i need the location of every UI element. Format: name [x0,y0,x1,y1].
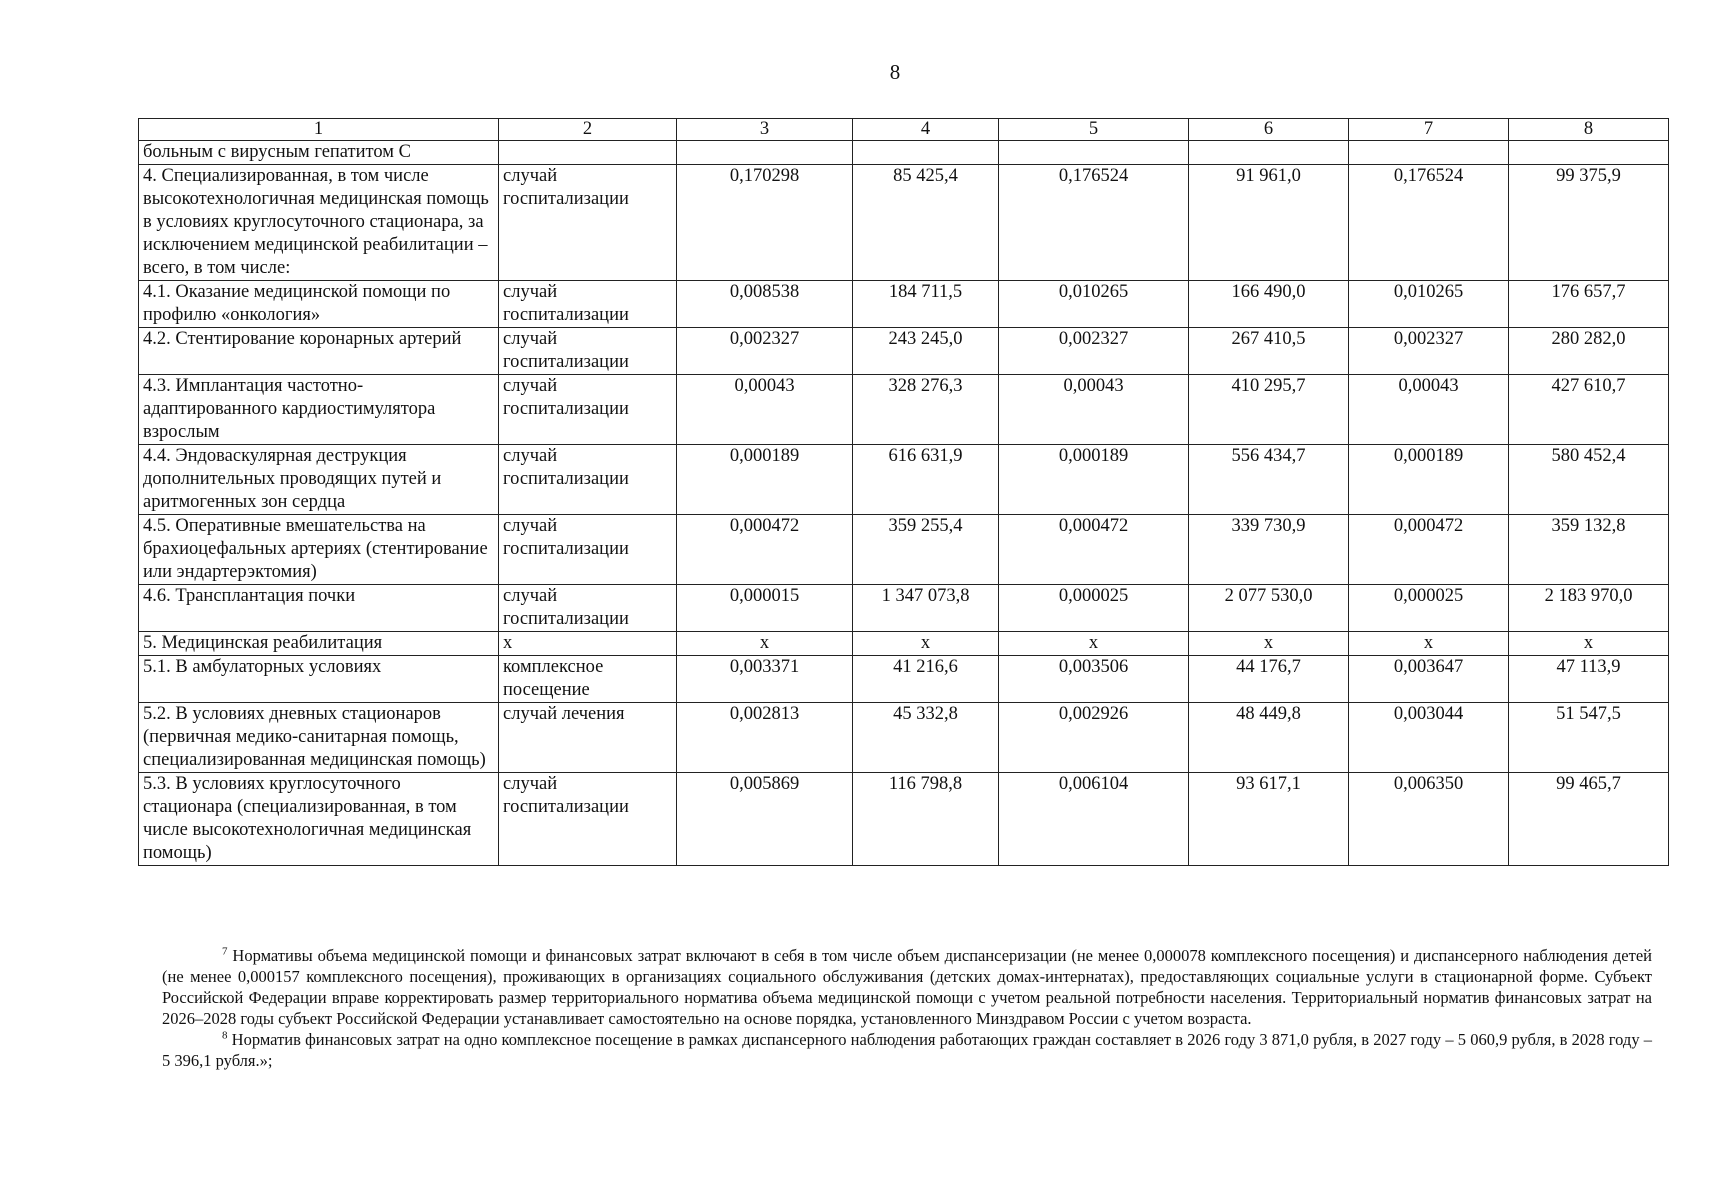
header-cell: 8 [1509,119,1669,141]
value-cell: 0,000015 [677,585,853,632]
value-cell: 0,002813 [677,703,853,773]
row-name-cell: 4.3. Имплантация частотно-адаптированного кардиостимулятора взрослым [139,375,499,445]
value-cell: 0,000472 [677,515,853,585]
value-cell: 48 449,8 [1189,703,1349,773]
row-name-cell: 5. Медицинская реабилитация [139,632,499,656]
value-cell: 556 434,7 [1189,445,1349,515]
value-cell: 116 798,8 [853,773,999,866]
header-cell: 5 [999,119,1189,141]
value-cell: х [853,632,999,656]
value-cell: х [677,632,853,656]
table-row [139,703,1669,773]
table-row [139,281,1669,328]
value-cell: х [999,632,1189,656]
value-cell: 0,010265 [999,281,1189,328]
value-cell: 0,002327 [1349,328,1509,375]
table-row [139,328,1669,375]
value-cell [1189,141,1349,165]
value-cell: 0,005869 [677,773,853,866]
value-cell: 359 255,4 [853,515,999,585]
table-row [139,445,1669,515]
row-name-cell: 5.2. В условиях дневных стационаров (первичная медико-санитарная помощь, специализированная медицинская помощь) [139,703,499,773]
table-row [139,632,1669,656]
row-name-cell: 4.4. Эндоваскулярная деструкция дополнительных проводящих путей и аритмогенных зон сердца [139,445,499,515]
header-cell: 4 [853,119,999,141]
value-cell [677,141,853,165]
page-number: 8 [889,60,901,84]
value-cell: 0,176524 [1349,165,1509,281]
value-cell: 0,002926 [999,703,1189,773]
header-cell: 1 [139,119,499,141]
value-cell: 0,003371 [677,656,853,703]
row-unit-cell: случай лечения [499,703,677,773]
value-cell: 0,000472 [999,515,1189,585]
row-unit-cell: случай госпитализации [499,375,677,445]
standards-table [138,118,1669,866]
table-header-row [139,119,1669,141]
value-cell: 2 077 530,0 [1189,585,1349,632]
value-cell: 0,000472 [1349,515,1509,585]
row-name-cell: 4.5. Оперативные вмешательства на брахиоцефальных артериях (стентирование или эндартерэктомия) [139,515,499,585]
value-cell: 93 617,1 [1189,773,1349,866]
value-cell: 51 547,5 [1509,703,1669,773]
footnote-7 [162,945,1652,1029]
value-cell: 44 176,7 [1189,656,1349,703]
value-cell: 0,010265 [1349,281,1509,328]
value-cell: 0,002327 [677,328,853,375]
value-cell: 41 216,6 [853,656,999,703]
value-cell: 184 711,5 [853,281,999,328]
value-cell: 0,003044 [1349,703,1509,773]
value-cell [853,141,999,165]
value-cell: 85 425,4 [853,165,999,281]
footnote-mark: 7 [222,945,228,958]
row-unit-cell: случай госпитализации [499,328,677,375]
row-unit-cell: случай госпитализации [499,445,677,515]
value-cell: 176 657,7 [1509,281,1669,328]
value-cell: 0,00043 [999,375,1189,445]
footnote-mark: 8 [222,1029,228,1042]
value-cell: 359 132,8 [1509,515,1669,585]
value-cell: х [1349,632,1509,656]
value-cell: 328 276,3 [853,375,999,445]
table-row [139,773,1669,866]
value-cell: 0,000189 [999,445,1189,515]
header-cell: 3 [677,119,853,141]
value-cell: 0,170298 [677,165,853,281]
table-row [139,375,1669,445]
row-unit-cell [499,141,677,165]
table-row [139,515,1669,585]
value-cell: 0,000189 [1349,445,1509,515]
table-row [139,165,1669,281]
value-cell: 616 631,9 [853,445,999,515]
value-cell: 243 245,0 [853,328,999,375]
row-unit-cell: случай госпитализации [499,585,677,632]
value-cell: 0,00043 [1349,375,1509,445]
value-cell: 99 465,7 [1509,773,1669,866]
value-cell: 47 113,9 [1509,656,1669,703]
value-cell: 0,008538 [677,281,853,328]
value-cell: 339 730,9 [1189,515,1349,585]
row-name-cell: 4.6. Трансплантация почки [139,585,499,632]
row-name-cell: больным с вирусным гепатитом С [139,141,499,165]
footnote-8 [162,1029,1652,1071]
footnotes [162,945,1652,1071]
value-cell: 0,000025 [999,585,1189,632]
value-cell: 427 610,7 [1509,375,1669,445]
row-unit-cell: случай госпитализации [499,281,677,328]
value-cell: 410 295,7 [1189,375,1349,445]
value-cell: 267 410,5 [1189,328,1349,375]
row-name-cell: 5.1. В амбулаторных условиях [139,656,499,703]
row-unit-cell: х [499,632,677,656]
value-cell: 0,006350 [1349,773,1509,866]
row-name-cell: 4. Специализированная, в том числе высокотехнологичная медицинская помощь в условиях круглосуточного стационара, за исключением медицинской реабилитации – всего, в том числе: [139,165,499,281]
header-cell: 2 [499,119,677,141]
value-cell: 91 961,0 [1189,165,1349,281]
value-cell: 0,002327 [999,328,1189,375]
table-row [139,656,1669,703]
value-cell: х [1189,632,1349,656]
value-cell: 0,003506 [999,656,1189,703]
value-cell: 0,000189 [677,445,853,515]
value-cell: 0,003647 [1349,656,1509,703]
header-cell: 7 [1349,119,1509,141]
row-unit-cell: комплексное посещение [499,656,677,703]
value-cell: 2 183 970,0 [1509,585,1669,632]
footnote-text: Нормативы объема медицинской помощи и финансовых затрат включают в себя в том числе объем диспансеризации (не менее 0,000078 комплексного посещения) и диспансерного наблюдения детей (не менее 0,000157 комплексного посещения), проживающих в организациях социального обслуживания (детских домах-интернатах), предоставляющих социальные услуги в стационарной форме. Субъект Российской Федерации вправе корректировать размер территориального норматива объема медицинской помощи с учетом реальной потребности населения. Территориальный норматив финансовых затрат на 2026–2028 годы субъект Российской Федерации устанавливает самостоятельно на основе порядка, установленного Минздравом России с учетом возраста. [162,946,1652,1028]
header-cell: 6 [1189,119,1349,141]
value-cell: 580 452,4 [1509,445,1669,515]
footnote-text: Норматив финансовых затрат на одно комплексное посещение в рамках диспансерного наблюдения работающих граждан составляет в 2026 году 3 871,0 рубля, в 2027 году – 5 060,9 рубля, в 2028 году – 5 396,1 рубля.»; [162,1030,1652,1070]
row-unit-cell: случай госпитализации [499,773,677,866]
value-cell [1509,141,1669,165]
row-unit-cell: случай госпитализации [499,515,677,585]
value-cell: 0,176524 [999,165,1189,281]
row-name-cell: 4.2. Стентирование коронарных артерий [139,328,499,375]
row-name-cell: 5.3. В условиях круглосуточного стационара (специализированная, в том числе высокотехнологичная медицинская помощь) [139,773,499,866]
table-row [139,585,1669,632]
value-cell: 45 332,8 [853,703,999,773]
value-cell [999,141,1189,165]
value-cell: 0,000025 [1349,585,1509,632]
row-name-cell: 4.1. Оказание медицинской помощи по профилю «онкология» [139,281,499,328]
value-cell: 1 347 073,8 [853,585,999,632]
value-cell: х [1509,632,1669,656]
table-row [139,141,1669,165]
value-cell: 0,00043 [677,375,853,445]
value-cell: 280 282,0 [1509,328,1669,375]
value-cell: 0,006104 [999,773,1189,866]
value-cell: 166 490,0 [1189,281,1349,328]
value-cell: 99 375,9 [1509,165,1669,281]
value-cell [1349,141,1509,165]
row-unit-cell: случай госпитализации [499,165,677,281]
